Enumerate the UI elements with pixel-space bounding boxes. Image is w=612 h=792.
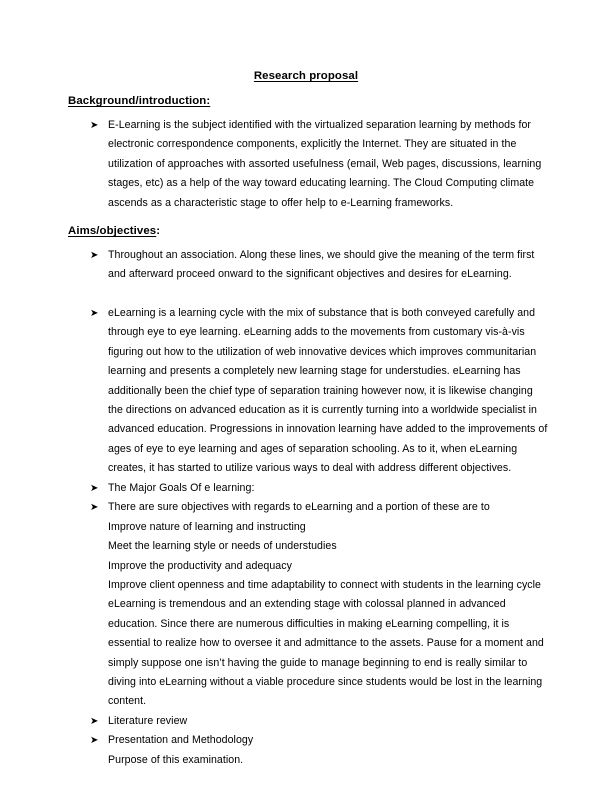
- list-item-text: The Major Goals Of e learning:: [108, 482, 255, 494]
- list-item-text: There are sure objectives with regards to eLearning and a portion of these are to: [108, 501, 490, 514]
- aims-body-second: [90, 304, 548, 479]
- page-title: Research proposal: [253, 70, 359, 82]
- list-item-text: Purpose of this examination.: [108, 753, 244, 766]
- list-item: [90, 304, 548, 479]
- list-item-text: Meet the learning style or needs of understudies: [108, 540, 337, 553]
- list-item-text: Throughout an association. Along these lines, we should give the meaning of the term first and afterward proceed onward to the significant objectives and desires for eLearning.: [108, 249, 535, 281]
- background-body: [90, 116, 548, 213]
- section-heading-aims: [68, 223, 160, 239]
- list-item: [90, 498, 548, 517]
- list-item-text: eLearning is a learning cycle with the mix of substance that is both conveyed carefully and through eye to eye learning. eLearning adds to the movements from customary vis-à-vis figuring out how to the utilization of web innovative devices which improves communitarian learning and presents a completely new learning stage for understudies. eLearning has additionally been the chief type of separation training however now, it is likewise changing the directions on advanced education as it is currently turning into a worldwide specialist in advanced education. Progressions in innovation learning have added to the improvements of ages of eye to eye learning and ages of separation schooling. As to it, when eLearning creates, it has started to utilize various ways to deal with address different objectives.: [108, 307, 548, 475]
- list-item-text: Improve the productivity and adequacy: [108, 559, 292, 572]
- list-item: [90, 731, 548, 750]
- list-item-text: Improve client openness and time adaptability to connect with students in the learning cycle eLearning is tremendous and an extending stage with colossal planned in advanced education. Since there are numerous difficulties in making eLearning compelling, it is essential to realize how to oversee it and admittance to the assets. Pause for a moment and simply suppose one isn’t having the guide to manage beginning to end is really similar to diving into eLearning without a viable procedure since students would be lost in the learning content.: [108, 579, 544, 708]
- arrow-bullet-icon: ➤: [90, 483, 99, 494]
- arrow-bullet-icon: ➤: [90, 735, 99, 747]
- list-item: [90, 479, 548, 498]
- arrow-bullet-icon: ➤: [90, 250, 99, 261]
- arrow-bullet-icon: ➤: [90, 308, 99, 319]
- section-heading-background-label: Background/introduction:: [68, 95, 211, 107]
- list-item-text: E-Learning is the subject identified with the virtualized separation learning by methods for electronic correspondence components, explicitly the Internet. They are situated in the utilization of approaches with assorted usefulness (email, Web pages, discussions, learning stages, etc) as a help of the way toward educating learning. The Cloud Computing climate ascends as a characteristic stage to offer help to e-Learning frameworks.: [108, 119, 542, 209]
- section-heading-aims-colon: :: [156, 225, 161, 237]
- list-item-text: Presentation and Methodology: [108, 734, 254, 747]
- arrow-bullet-icon: ➤: [90, 502, 99, 514]
- goals-body: [90, 479, 548, 770]
- list-item-text: Literature review: [108, 714, 188, 727]
- arrow-bullet-icon: ➤: [90, 715, 99, 727]
- list-item-text: Improve nature of learning and instructing: [108, 520, 306, 533]
- section-heading-aims-label: Aims/objectives: [68, 225, 157, 237]
- list-item: [90, 116, 548, 213]
- section-heading-background: [68, 93, 210, 109]
- arrow-bullet-icon: ➤: [90, 120, 99, 131]
- aims-body-first: [90, 246, 548, 285]
- list-item: [90, 246, 548, 285]
- list-item: [90, 712, 548, 731]
